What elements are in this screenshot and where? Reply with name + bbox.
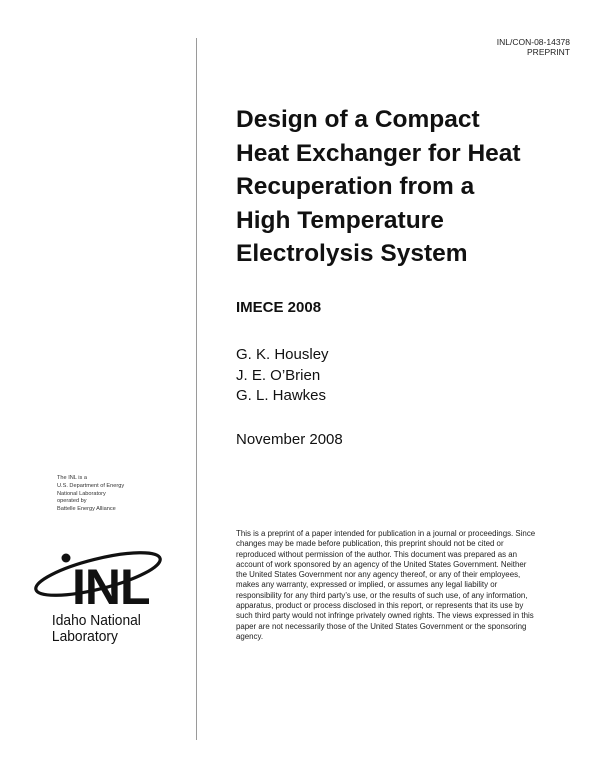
report-number: INL/CON-08-14378 [496, 37, 570, 47]
logo-name-line2: Laboratory [51, 628, 118, 646]
title-line: Electrolysis System [236, 240, 468, 267]
sponsor-statement [57, 475, 167, 514]
conference-name: IMECE 2008 [236, 299, 322, 316]
publication-date: November 2008 [236, 431, 343, 448]
inl-logo [28, 540, 178, 650]
sponsor-line: National Laboratory [57, 490, 106, 497]
sponsor-line: The INL is a [57, 475, 87, 481]
title-line: Recuperation from a [236, 173, 475, 200]
disclaimer-text: This is a preprint of a paper intended for publication in a journal or proceedings. Since changes may be made before publication, this preprint should not be cited or reproduced without permission of the author. This document was prepared as an account of work sponsored by an agency of the United States Government. Neither the United States Government nor any agency thereof, or any of their employees, makes any warranty, expressed or implied, or assumes any legal liability or responsibility for any third party’s use, or the results of such use, of any information, apparatus, product or process disclosed in this report, or represents that its use by such third party would not infringe privately owned rights. The views expressed in this paper are not necessarily those of the United States Government or the sponsoring agency. [236, 529, 536, 641]
sponsor-line: U.S. Department of Energy [57, 482, 125, 489]
report-id-block [497, 37, 570, 57]
title-line: High Temperature [236, 206, 444, 234]
document-title [236, 103, 576, 271]
title-line: Heat Exchanger for Heat [236, 139, 521, 167]
logo-mark: INL [72, 559, 150, 615]
report-type: PREPRINT [527, 47, 570, 57]
sponsor-line: Battelle Energy Alliance [57, 506, 116, 513]
title-line: Design of a Compact [236, 106, 480, 133]
sponsor-line: operated by [57, 498, 87, 505]
vertical-divider [196, 38, 197, 740]
author-list [236, 345, 329, 407]
author: G. K. Housley [236, 346, 329, 363]
logo-name-line1: Idaho National [51, 612, 141, 630]
author: G. L. Hawkes [236, 387, 327, 404]
author: J. E. O’Brien [236, 366, 321, 384]
logo-dot-icon [62, 554, 71, 563]
